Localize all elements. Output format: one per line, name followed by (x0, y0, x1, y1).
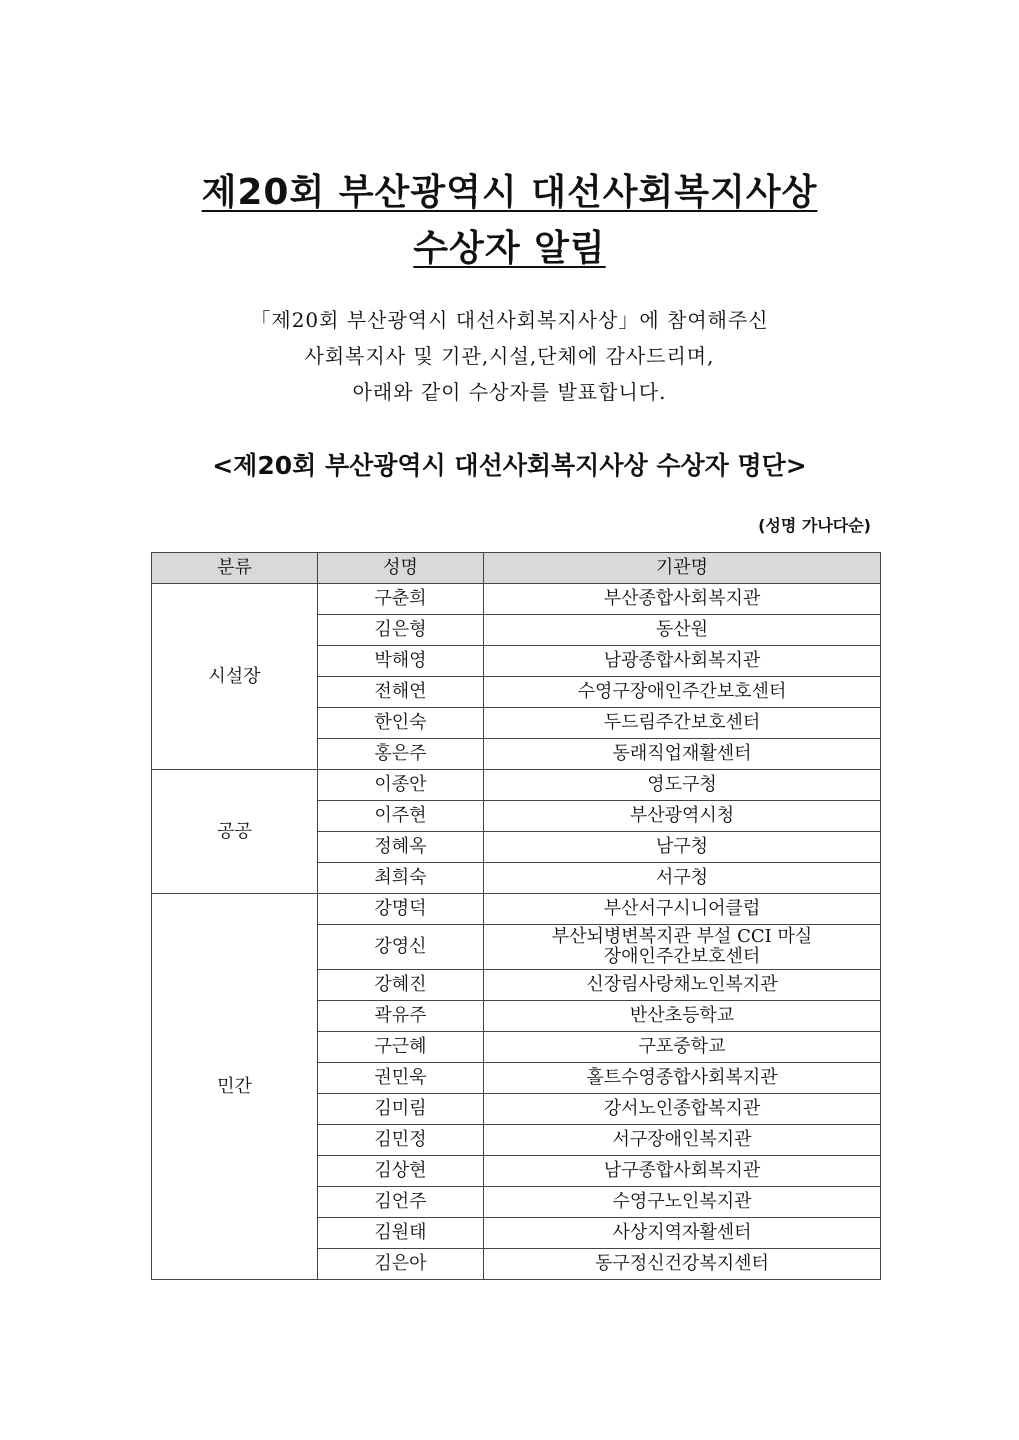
organization-cell: 서구장애인복지관 (484, 1125, 881, 1156)
name-cell: 한인숙 (318, 708, 484, 739)
organization-cell: 반산초등학교 (484, 1001, 881, 1032)
organization-cell: 남구청 (484, 832, 881, 863)
intro-line-3: 아래와 같이 수상자를 발표합니다. (352, 380, 667, 404)
name-cell: 정혜옥 (318, 832, 484, 863)
table-row (152, 894, 881, 925)
name-cell: 전해연 (318, 677, 484, 708)
list-subtitle: <제20회 부산광역시 대선사회복지사상 수상자 명단> (212, 451, 807, 480)
organization-line-2: 장애인주간보호센터 (603, 946, 761, 967)
organization-cell: 남구종합사회복지관 (484, 1156, 881, 1187)
header-name: 성명 (318, 553, 484, 584)
organization-cell (484, 925, 881, 970)
name-cell: 박해영 (318, 646, 484, 677)
name-cell: 김미림 (318, 1094, 484, 1125)
organization-cell: 영도구청 (484, 770, 881, 801)
name-cell: 강명덕 (318, 894, 484, 925)
name-cell: 이종안 (318, 770, 484, 801)
name-cell: 강영신 (318, 925, 484, 970)
organization-cell: 서구청 (484, 863, 881, 894)
organization-cell: 사상지역자활센터 (484, 1218, 881, 1249)
sort-order-note: (성명 가나다순) (758, 516, 871, 535)
name-cell: 김민정 (318, 1125, 484, 1156)
name-cell: 강혜진 (318, 970, 484, 1001)
organization-cell: 수영구노인복지관 (484, 1187, 881, 1218)
organization-cell: 부산서구시니어클럽 (484, 894, 881, 925)
organization-cell: 홀트수영종합사회복지관 (484, 1063, 881, 1094)
name-cell: 구춘희 (318, 584, 484, 615)
document-title (0, 164, 1019, 215)
organization-cell: 두드림주간보호센터 (484, 708, 881, 739)
table-row (152, 584, 881, 615)
name-cell: 구근혜 (318, 1032, 484, 1063)
organization-cell: 남광종합사회복지관 (484, 646, 881, 677)
intro-line-2: 사회복지사 및 기관,시설,단체에 감사드리며, (304, 344, 715, 368)
organization-cell: 수영구장애인주간보호센터 (484, 677, 881, 708)
organization-cell: 동산원 (484, 615, 881, 646)
name-cell: 김상현 (318, 1156, 484, 1187)
table-row (152, 770, 881, 801)
table-header-row (152, 553, 881, 584)
organization-cell: 강서노인종합복지관 (484, 1094, 881, 1125)
organization-cell: 동래직업재활센터 (484, 739, 881, 770)
organization-cell: 부산종합사회복지관 (484, 584, 881, 615)
category-cell: 공공 (152, 770, 318, 894)
header-organization: 기관명 (484, 553, 881, 584)
organization-line-1: 부산뇌병변복지관 부설 CCI 마실 (551, 926, 813, 947)
intro-line-1: 「제20회 부산광역시 대선사회복지사상」에 참여해주신 (250, 308, 769, 332)
awardee-table (151, 552, 881, 1280)
name-cell: 김원태 (318, 1218, 484, 1249)
category-cell: 시설장 (152, 584, 318, 770)
name-cell: 김은형 (318, 615, 484, 646)
organization-cell: 구포중학교 (484, 1032, 881, 1063)
name-cell: 곽유주 (318, 1001, 484, 1032)
table-body (152, 584, 881, 1280)
name-cell: 김은아 (318, 1249, 484, 1280)
name-cell: 김언주 (318, 1187, 484, 1218)
header-category: 분류 (152, 553, 318, 584)
document-title-line2: 수상자 알림 (413, 228, 606, 269)
category-cell: 민간 (152, 894, 318, 1280)
name-cell: 홍은주 (318, 739, 484, 770)
organization-cell: 동구정신건강복지센터 (484, 1249, 881, 1280)
name-cell: 최희숙 (318, 863, 484, 894)
organization-cell: 신장림사랑채노인복지관 (484, 970, 881, 1001)
name-cell: 이주현 (318, 801, 484, 832)
document-title-line1: 제20회 부산광역시 대선사회복지사상 (201, 172, 818, 213)
document-title-second (0, 220, 1019, 271)
name-cell: 권민욱 (318, 1063, 484, 1094)
organization-cell: 부산광역시청 (484, 801, 881, 832)
